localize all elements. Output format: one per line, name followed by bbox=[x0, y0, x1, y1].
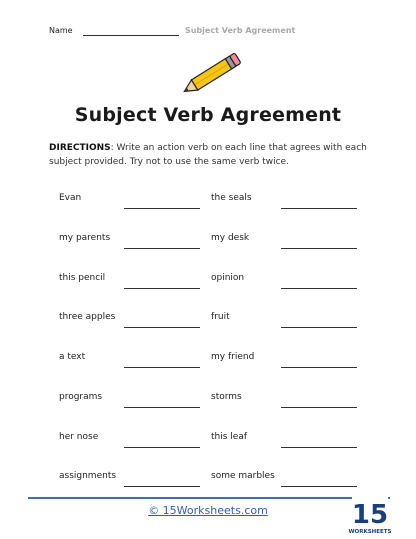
subject-label: programs bbox=[59, 392, 103, 402]
subject-label: my friend bbox=[211, 352, 255, 362]
exercise-row bbox=[59, 432, 369, 452]
subject-label: assignments bbox=[59, 471, 117, 481]
directions-text: : Write an action verb on each line that agrees with each subject provided. Try not to use the same verb twice. bbox=[49, 143, 367, 167]
subject-label: a text bbox=[59, 352, 86, 362]
exercise-row bbox=[59, 193, 369, 213]
answer-line[interactable] bbox=[124, 367, 200, 368]
subject-label: her nose bbox=[59, 432, 99, 442]
worksheets-logo bbox=[348, 496, 392, 536]
answer-line[interactable] bbox=[281, 288, 357, 289]
footer-divider bbox=[28, 497, 390, 499]
answer-line[interactable] bbox=[124, 327, 200, 328]
name-label: Name bbox=[49, 26, 73, 35]
answer-line[interactable] bbox=[281, 447, 357, 448]
answer-line[interactable] bbox=[281, 367, 357, 368]
answer-line[interactable] bbox=[124, 486, 200, 487]
subject-label: this leaf bbox=[211, 432, 248, 442]
answer-line[interactable] bbox=[281, 407, 357, 408]
answer-line[interactable] bbox=[124, 208, 200, 209]
page-title: Subject Verb Agreement bbox=[74, 104, 342, 126]
subject-label: opinion bbox=[211, 273, 245, 283]
worksheet-header bbox=[49, 26, 379, 40]
exercise-row bbox=[59, 352, 369, 372]
exercise-row bbox=[59, 471, 369, 491]
copyright-link[interactable]: © 15Worksheets.com bbox=[148, 504, 268, 517]
answer-line[interactable] bbox=[281, 208, 357, 209]
subject-label: my parents bbox=[59, 233, 111, 243]
exercise-row bbox=[59, 273, 369, 293]
subject-label: storms bbox=[211, 392, 242, 402]
answer-line[interactable] bbox=[281, 327, 357, 328]
directions-label: DIRECTIONS bbox=[49, 143, 111, 153]
subject-label: the seals bbox=[211, 193, 252, 203]
subject-label: Evan bbox=[59, 193, 82, 203]
exercise-row bbox=[59, 392, 369, 412]
subject-label: three apples bbox=[59, 312, 116, 322]
answer-line[interactable] bbox=[124, 407, 200, 408]
subject-label: some marbles bbox=[211, 471, 275, 481]
name-line[interactable] bbox=[83, 35, 179, 36]
pencil-icon bbox=[176, 54, 242, 98]
logo-number: 15 bbox=[351, 500, 389, 530]
exercise-row bbox=[59, 312, 369, 332]
subject-label: fruit bbox=[211, 312, 230, 322]
subject-label: this pencil bbox=[59, 273, 106, 283]
subject-label: my desk bbox=[211, 233, 250, 243]
answer-line[interactable] bbox=[281, 248, 357, 249]
exercise-row bbox=[59, 233, 369, 253]
answer-line[interactable] bbox=[124, 248, 200, 249]
answer-line[interactable] bbox=[124, 447, 200, 448]
answer-line[interactable] bbox=[124, 288, 200, 289]
answer-line[interactable] bbox=[281, 486, 357, 487]
header-worksheet-title: Subject Verb Agreement bbox=[185, 26, 296, 35]
logo-text: WORKSHEETS bbox=[348, 529, 392, 535]
directions bbox=[49, 141, 369, 169]
